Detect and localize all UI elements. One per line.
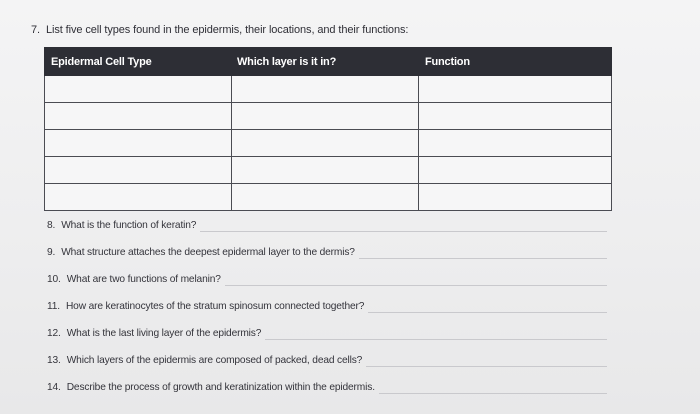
answer-cell[interactable] <box>232 157 419 184</box>
table-row <box>45 103 612 130</box>
question-9 <box>47 247 607 274</box>
question-14 <box>47 382 607 409</box>
question-text: What are two functions of melanin? <box>66 274 221 285</box>
header-function: Function <box>419 48 612 76</box>
question-number: 7. <box>31 24 40 36</box>
answer-cell[interactable] <box>419 103 612 130</box>
answer-line[interactable] <box>200 220 607 232</box>
question-number: 10. <box>47 274 61 285</box>
answer-line[interactable] <box>368 301 607 313</box>
answer-cell[interactable] <box>419 184 612 211</box>
question-number: 8. <box>47 220 56 231</box>
question-8 <box>47 220 607 247</box>
answer-cell[interactable] <box>232 103 419 130</box>
answer-line[interactable] <box>379 382 607 394</box>
question-text: List five cell types found in the epidermis, their locations, and their functions: <box>45 24 409 36</box>
table-row <box>45 157 612 184</box>
answer-cell[interactable] <box>45 157 232 184</box>
answer-cell[interactable] <box>419 130 612 157</box>
table-header-row <box>45 48 612 76</box>
answer-cell[interactable] <box>45 130 232 157</box>
header-layer: Which layer is it in? <box>232 48 419 76</box>
table-row <box>45 130 612 157</box>
epidermis-cell-table <box>44 47 612 211</box>
question-text: Describe the process of growth and keratinization within the epidermis. <box>66 382 375 393</box>
question-text: How are keratinocytes of the stratum spinosum connected together? <box>65 301 365 312</box>
question-12 <box>47 328 607 355</box>
question-number: 14. <box>47 382 61 393</box>
question-7 <box>31 24 408 36</box>
question-13 <box>47 355 607 382</box>
question-number: 12. <box>47 328 61 339</box>
answer-cell[interactable] <box>419 76 612 103</box>
answer-line[interactable] <box>225 274 607 286</box>
question-list <box>47 220 607 409</box>
question-number: 11. <box>47 301 60 312</box>
question-11 <box>47 301 607 328</box>
table-row <box>45 76 612 103</box>
answer-cell[interactable] <box>45 103 232 130</box>
answer-cell[interactable] <box>232 76 419 103</box>
answer-cell[interactable] <box>232 130 419 157</box>
answer-line[interactable] <box>366 355 607 367</box>
header-cell-type: Epidermal Cell Type <box>45 48 232 76</box>
answer-cell[interactable] <box>232 184 419 211</box>
question-text: Which layers of the epidermis are composed of packed, dead cells? <box>66 355 363 366</box>
answer-cell[interactable] <box>45 184 232 211</box>
answer-cell[interactable] <box>45 76 232 103</box>
question-text: What is the function of keratin? <box>61 220 197 231</box>
question-number: 13. <box>47 355 61 366</box>
question-10 <box>47 274 607 301</box>
answer-cell[interactable] <box>419 157 612 184</box>
question-text: What structure attaches the deepest epidermal layer to the dermis? <box>61 247 355 258</box>
question-number: 9. <box>47 247 56 258</box>
question-text: What is the last living layer of the epidermis? <box>66 328 262 339</box>
answer-line[interactable] <box>359 247 607 259</box>
answer-line[interactable] <box>265 328 607 340</box>
table-row <box>45 184 612 211</box>
